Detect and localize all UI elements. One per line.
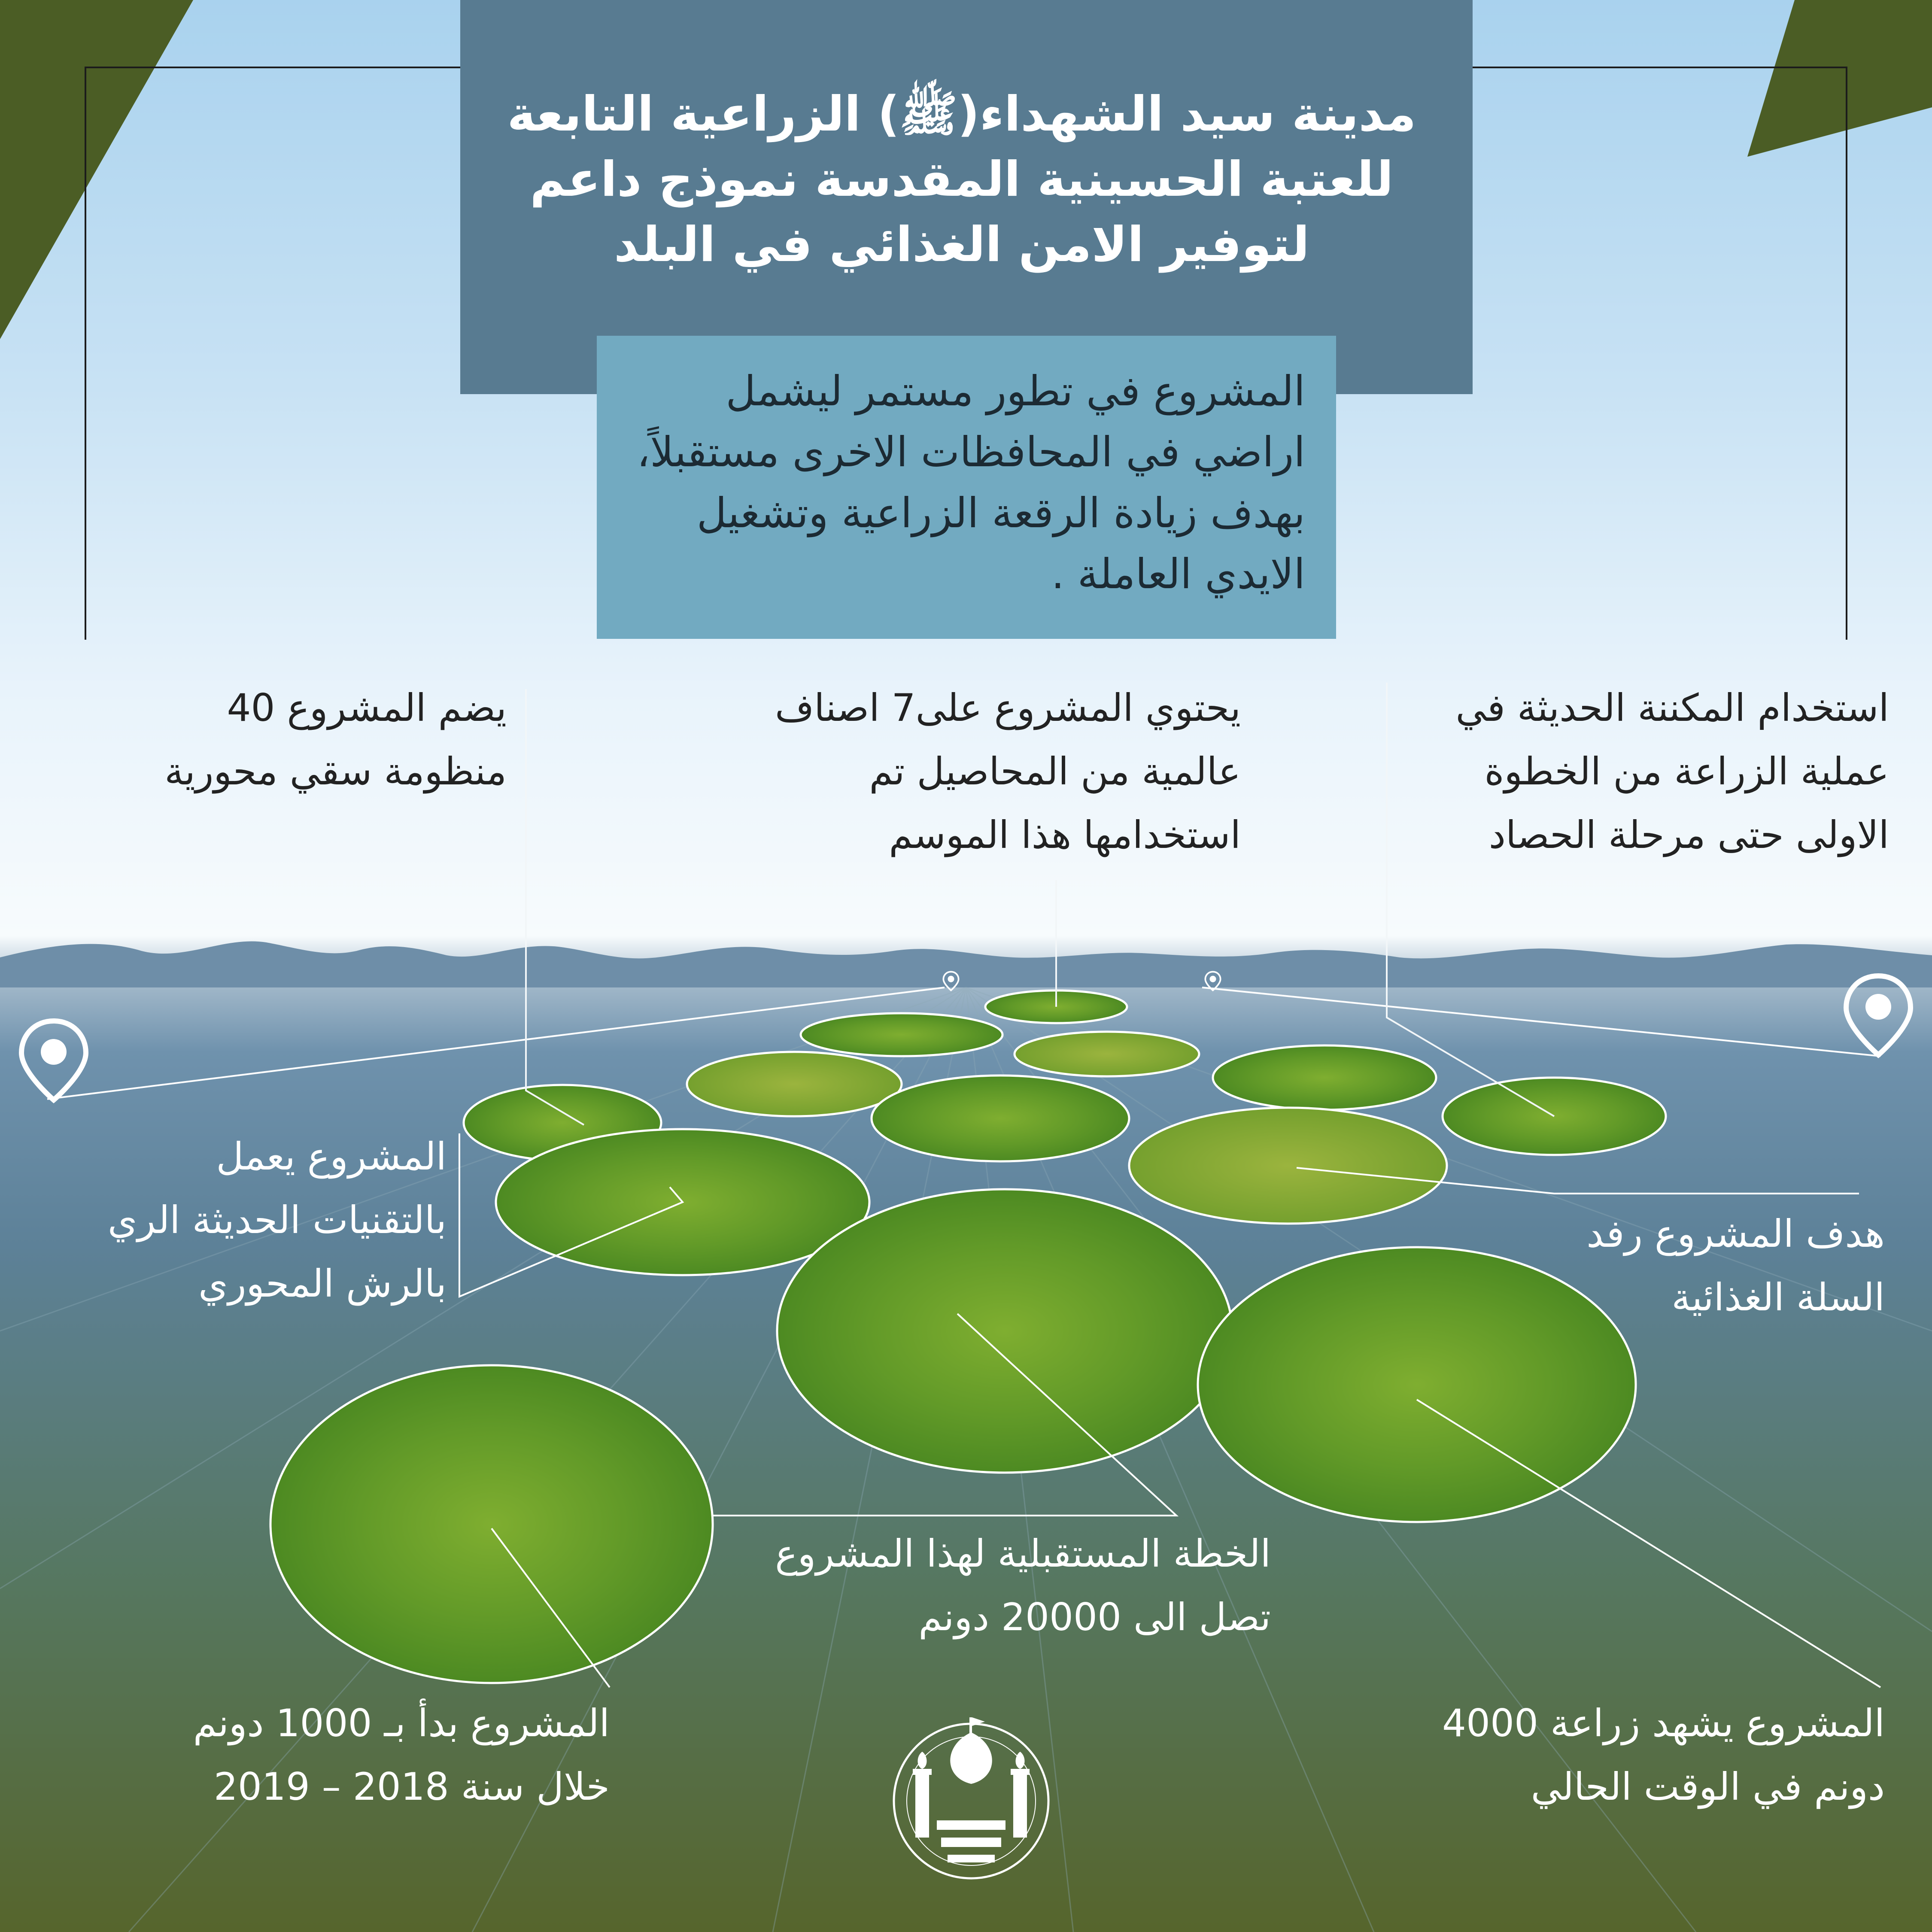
field-circle xyxy=(872,1075,1129,1161)
annotation-future-plan xyxy=(644,1522,1271,1649)
annotation-line: المشروع يعمل xyxy=(216,1134,447,1179)
corner-triangle-right xyxy=(1747,0,1932,157)
subtitle-line: الايدي العاملة . xyxy=(1051,550,1305,598)
title-line: لتوفير الامن الغذائي في البلد xyxy=(614,217,1309,273)
annotation-line: هدف المشروع رفد xyxy=(1586,1212,1885,1256)
field-circle xyxy=(777,1189,1232,1473)
annotation-machinery xyxy=(1374,676,1889,867)
annotation-line: الاولى حتى مرحلة الحصاد xyxy=(1488,813,1889,857)
annotation-line: تصل الى 20000 دونم xyxy=(918,1595,1271,1639)
corner-triangle-left xyxy=(0,0,193,339)
subtitle-line: بهدف زيادة الرقعة الزراعية وتشغيل xyxy=(696,489,1305,537)
annotation-started xyxy=(86,1692,610,1819)
distant-hills xyxy=(0,942,1932,987)
annotation-line: استخدام المكننة الحديثة في xyxy=(1455,686,1889,730)
annotation-line: عملية الزراعة من الخطوة xyxy=(1484,749,1889,793)
annotation-irrigation-systems xyxy=(86,676,507,803)
annotation-line: يحتوي المشروع على7 اصناف xyxy=(775,686,1241,730)
annotation-line: استخدامها هذا الموسم xyxy=(889,813,1241,857)
annotation-line: عالمية من المحاصيل تم xyxy=(869,749,1241,793)
annotation-line: منظومة سقي محورية xyxy=(164,749,507,793)
location-pin-icon xyxy=(1204,970,1221,992)
field-circle xyxy=(801,1013,1002,1056)
annotation-line: دونم في الوقت الحالي xyxy=(1531,1765,1885,1809)
location-pin-icon xyxy=(942,970,960,992)
location-pin-icon xyxy=(17,1018,90,1103)
subtitle-line: المشروع في تطور مستمر ليشمل xyxy=(726,367,1305,415)
location-pin-icon xyxy=(1842,972,1915,1058)
frame-left-line xyxy=(85,67,86,640)
annotation-food-basket xyxy=(1460,1202,1885,1329)
title-line: مدينة سيد الشهداء(ﷺ) الزراعية التابعة xyxy=(507,86,1416,142)
field-circle xyxy=(1015,1032,1199,1076)
subtitle-line: اراضي في المحافظات الاخرى مستقبلاً، xyxy=(637,428,1305,476)
annotation-line: السلة الغذائية xyxy=(1671,1275,1885,1319)
annotation-sprinkler-tech xyxy=(26,1125,447,1315)
field-circle xyxy=(1129,1108,1447,1224)
annotation-line: المشروع يشهد زراعة 4000 xyxy=(1442,1701,1885,1745)
annotation-line: بالتقنيات الحديثة الري xyxy=(107,1198,447,1242)
annotation-line: بالرش المحوري xyxy=(198,1261,447,1306)
annotation-line: يضم المشروع 40 xyxy=(227,686,507,730)
annotation-line: الخطة المستقبلية لهذا المشروع xyxy=(775,1531,1271,1576)
title-line: للعتبة الحسينية المقدسة نموذج داعم xyxy=(530,152,1394,207)
subtitle-text xyxy=(618,361,1305,605)
page-title xyxy=(498,82,1425,277)
annotation-line: المشروع بدأ بـ 1000 دونم xyxy=(193,1701,610,1745)
annotation-line: خلال سنة 2018 – 2019 xyxy=(213,1765,610,1809)
field-circle xyxy=(1213,1045,1436,1110)
annotation-crop-varieties xyxy=(644,676,1241,867)
field-circle xyxy=(687,1052,902,1116)
holy-shrine-seal xyxy=(890,1709,1053,1889)
frame-right-line xyxy=(1846,67,1847,640)
annotation-current xyxy=(1331,1692,1885,1819)
